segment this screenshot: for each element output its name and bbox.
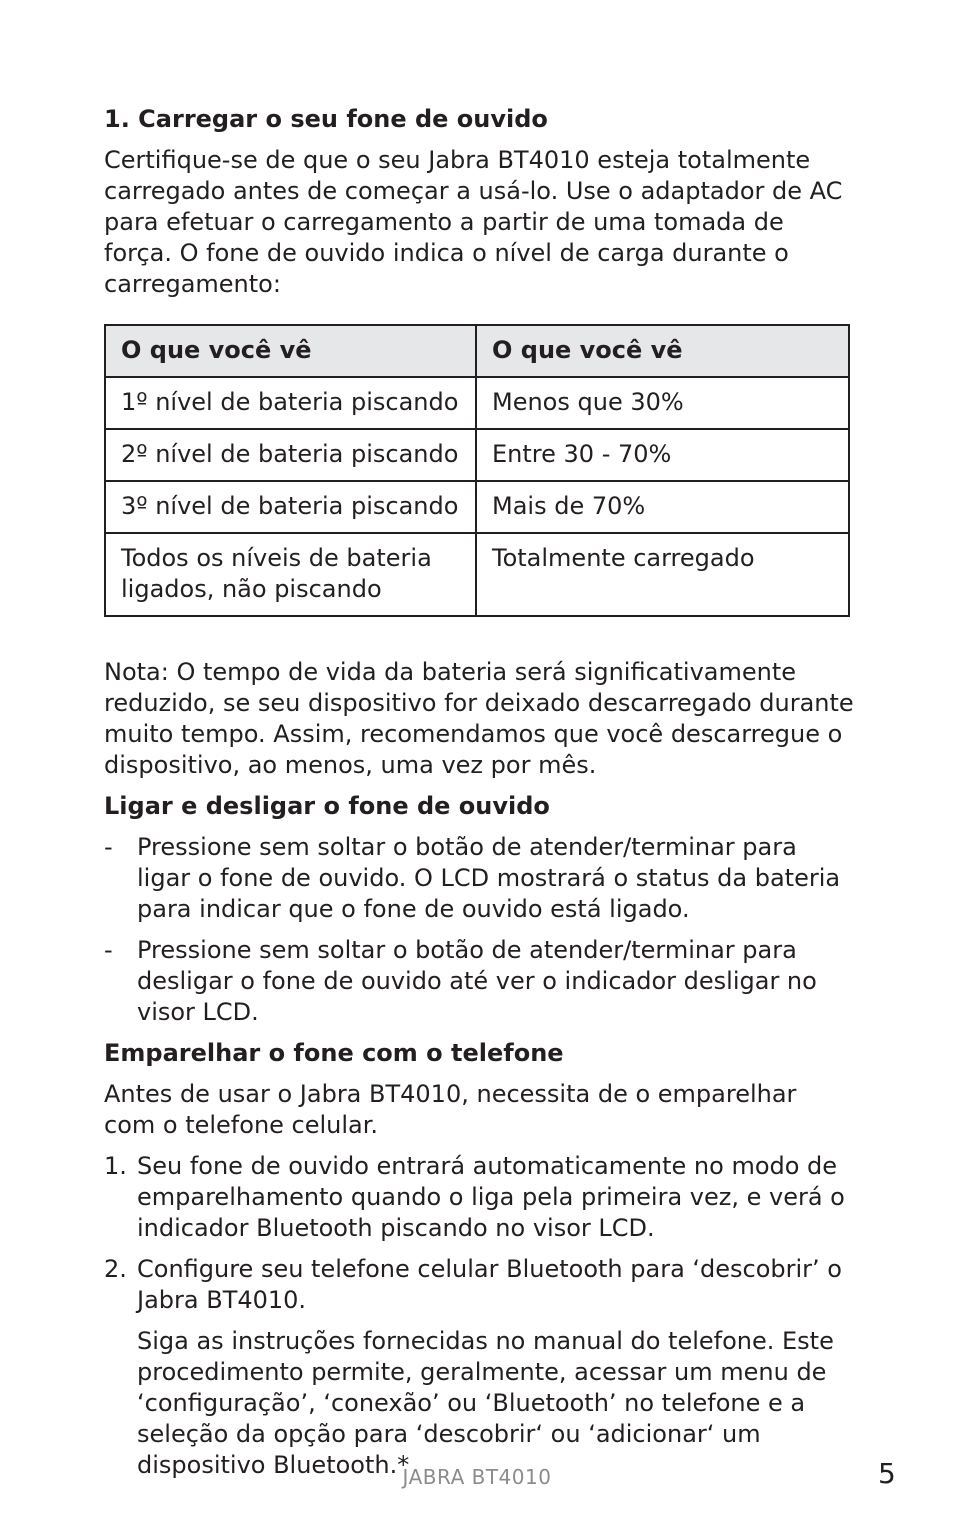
document-page — [104, 104, 854, 1481]
pairing-intro: Antes de usar o Jabra BT4010, necessita de o emparelhar com o telefone celular. — [104, 1080, 797, 1139]
list-item — [104, 832, 854, 925]
table-cell: 3º nível de bateria piscando — [105, 481, 476, 533]
list-item-text: Configure seu telefone celular Bluetooth para ‘descobrir’ o Jabra BT4010. — [137, 1255, 842, 1314]
list-item — [104, 935, 854, 1028]
list-item — [104, 1151, 854, 1244]
table-header-cell: O que você vê — [476, 325, 849, 377]
table-row — [105, 481, 849, 533]
table-header-cell: O que você vê — [105, 325, 476, 377]
table-row — [105, 377, 849, 429]
list-marker: 1. — [104, 1152, 127, 1180]
pairing-followup: Siga as instruções fornecidas no manual do telefone. Este procedimento permite, geralmente, acessar um menu de ‘configuração’, ‘conexão’ ou ‘Bluetooth’ no telefone e a seleção da opção para ‘descobrir‘ ou ‘adicionar‘ um dispositivo Bluetooth.* — [137, 1327, 834, 1479]
table-cell: Mais de 70% — [476, 481, 849, 533]
list-item — [104, 1254, 854, 1316]
footer-brand: JABRA BT4010 — [402, 1465, 552, 1489]
table-header-row — [105, 325, 849, 377]
list-marker: 2. — [104, 1255, 127, 1283]
battery-level-table — [104, 324, 850, 617]
battery-note: Nota: O tempo de vida da bateria será significativamente reduzido, se seu dispositivo for deixado descarregado durante muito tempo. Assim, recomendamos que você descarregue o dispositivo, ao menos, uma vez por mês. — [104, 658, 854, 779]
list-item-text: Seu fone de ouvido entrará automaticamente no modo de emparelhamento quando o liga pela primeira vez, e verá o indicador Bluetooth piscando no visor LCD. — [137, 1152, 845, 1242]
table-cell: Todos os níveis de bateria ligados, não piscando — [105, 533, 476, 616]
list-marker: - — [104, 936, 113, 964]
table-row — [105, 533, 849, 616]
page-number: 5 — [878, 1457, 896, 1490]
charging-intro: Certifique-se de que o seu Jabra BT4010 esteja totalmente carregado antes de começar a usá-lo. Use o adaptador de AC para efetuar o carregamento a partir de uma tomada de força. O fone de ouvido indica o nível de carga durante o carregamento: — [104, 146, 843, 298]
section-heading-charging: 1. Carregar o seu fone de ouvido — [104, 105, 548, 133]
power-instructions-list — [104, 832, 854, 1028]
section-heading-pairing: Emparelhar o fone com o telefone — [104, 1039, 564, 1067]
list-item-text: Pressione sem soltar o botão de atender/terminar para desligar o fone de ouvido até ver o indicador desligar no visor LCD. — [137, 936, 817, 1026]
list-marker: - — [104, 833, 113, 861]
table-cell: Totalmente carregado — [476, 533, 849, 616]
table-cell: Entre 30 - 70% — [476, 429, 849, 481]
pairing-steps-list — [104, 1151, 854, 1316]
table-row — [105, 429, 849, 481]
table-cell: 2º nível de bateria piscando — [105, 429, 476, 481]
table-cell: Menos que 30% — [476, 377, 849, 429]
table-cell: 1º nível de bateria piscando — [105, 377, 476, 429]
section-heading-power: Ligar e desligar o fone de ouvido — [104, 792, 550, 820]
list-item-text: Pressione sem soltar o botão de atender/terminar para ligar o fone de ouvido. O LCD mostrará o status da bateria para indicar que o fone de ouvido está ligado. — [137, 833, 841, 923]
